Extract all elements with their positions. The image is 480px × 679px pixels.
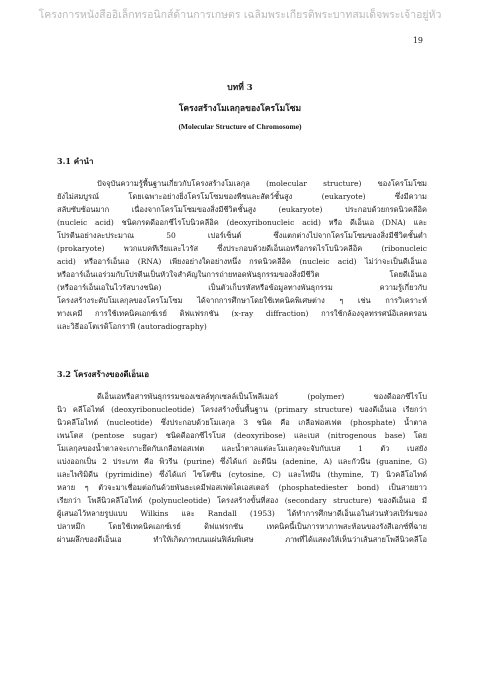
paragraph-line: โมเลกุลของน้ำตาลจะเกาะยึดกับเกลือฟอสเฟต และน้ำตาลแต่ละโมเลกุลจะจับกับเบส 1 ตัว เบสยัง [57,444,427,453]
paragraph-line: (nucleic acid) ชนิดกรดดีออกซีไรโบนิวคลีอิค (deoxyribonucleic acid) หรือ ดีเอ็นเอ (DNA) และ [57,218,427,227]
paragraph-line: นิว คลีโอไทด์ (deoxyribonucleotide) โครงสร้างขั้นพื้นฐาน (primary structure) ของดีเอ็นเอ เรียกว่า [57,405,427,414]
chapter-heading [0,80,480,131]
paragraph-line: (หรืออาร์เอ็นเอในไวรัสบางชนิด) เป็นตัวเก็บรหัสหรือข้อมูลทางพันธุกรรม ความรู้เกี่ยวกับ [57,283,427,292]
paragraph-line: เรียกว่า โพลีนิวคลีโอไทด์ (polynucleotide) โครงสร้างขั้นที่สอง (secondary structure) ของดีเอ็นเอ มี [57,496,427,505]
chapter-title: โครงสร้างโมเลกุลของโครโมโซม [178,104,302,114]
page-number: 19 [412,36,423,45]
paragraph-line: ปลาหมึก โดยใช้เทคนิคเอกซ์เรย์ ดิฟแฟรกชัน เทคนิคนี้เป็นการหาภาพสะท้อนของรังสีเอกซ์ที่ฉาย [57,522,427,531]
section-dna-structure [57,368,427,546]
chapter-subtitle: (Molecular Structure of Chromosome) [178,122,302,131]
paragraph-line: โปรตีนอย่างละประมาณ 50 เปอร์เซ็นต์ ซึ่งแตกต่างไปจากโครโมโซมของสิ่งมีชีวิตชั้นต่ำ [57,231,427,240]
paragraph-line: นิวคลีโอไทด์ (nucleotide) ซึ่งประกอบด้วยโมเลกุล 3 ชนิด คือ เกลือฟอสเฟต (phosphate) น้ำตาล [57,418,427,427]
section-introduction [57,155,427,333]
paragraph-line: และวิธีออโตเรดิโอกราฟี (autoradiography) [57,322,207,331]
paragraph-line: และไพริมิดีน (pyrimidine) ซึ่งได้แก่ ไซโตซีน (cytosine, C) และไทมีน (thymine, T) นิวคลีโอไทด์ [57,470,427,479]
paragraph-line: หรืออาร์เอ็นเอร่วมกับโปรตีนเป็นหัวใจสำคัญในการถ่ายทอดพันธุกรรมของสิ่งมีชีวิต โดยดีเอ็นเอ [57,270,427,279]
paragraph-line: ปัจจุบันความรู้พื้นฐานเกี่ยวกับโครงสร้างโมเลกุล (molecular structure) ของโครโมโซม [97,179,427,188]
paragraph-line: ทางเคมี การใช้เทคนิคเอกซ์เรย์ ดิฟแฟรกชัน (x-ray diffraction) การใช้กล้องจุลทรรศน์อิเลคตรอน [57,309,427,318]
paragraph-line: ผู้เสนอไว้หลายรูปแบบ Wilkins และ Randall (1953) ได้ทำการศึกษาดีเอ็นเอในส่วนหัวสเปิร์มของ [57,509,427,518]
paragraph-line: acid) หรืออาร์เอ็นเอ (RNA) เพียงอย่างใดอย่างหนึ่ง กรดนิวคลีอิค (nucleic acid) ไม่ว่าจะเป็นดีเอ็นเอ [57,257,427,266]
paragraph-line: สลับซับซ้อนมาก เนื่องจากโครโมโซมของสิ่งมีชีวิตชั้นสูง (eukaryote) ประกอบด้วยกรดนิวคลีอิค [57,205,427,214]
paragraph-line: ดีเอ็นเอหรือสารพันธุกรรมของเซลล์ทุกเซลล์เป็นโพลีเมอร์ (polymer) ของดีออกซีไรโบ [97,392,427,401]
paragraph-line: เพนโตส (pentose sugar) ชนิดดีออกซีไรโบส (deoxyribose) และเบส (nitrogenous base) โดย [57,431,427,440]
watermark-header: โครงการหนังสืออิเล็กทรอนิกส์ด้านการเกษตร เฉลิมพระเกียรติพระบาทสมเด็จพระเจ้าอยู่หัว [38,9,442,21]
paragraph-line: (prokaryote) พวกแบคทีเรียและไวรัส ซึ่งประกอบด้วยดีเอ็นเอหรือกรดไรโบนิวคลีอิค (ribonucleic [57,244,427,253]
section-heading: 3.1 คำนำ [57,156,94,166]
section-heading: 3.2 โครงสร้างของดีเอ็นเอ [57,369,150,379]
paragraph-line: ผ่านผลึกของดีเอ็นเอ ทำให้เกิดภาพบนแผ่นฟิล์มพิเศษ ภาพที่ได้แสดงให้เห็นว่าเส้นสายโพลีนิวคลีโอ [57,535,427,544]
paragraph-line: หลาย ๆ ตัวจะมาเชื่อมต่อกันด้วยพันธะเคมีฟอสเฟตไดเอสเตอร์ (phosphatediester bond) เป็นสายยาว [57,483,427,492]
paragraph-line: โครงสร้างระดับโมเลกุลของโครโมโซม ได้จากการศึกษาโดยใช้เทคนิคพิเศษต่าง ๆ เช่น การวิเคราะห์ [57,296,427,305]
paragraph-line: ยังไม่สมบูรณ์ โดยเฉพาะอย่างยิ่งโครโมโซมของพืชและสัตว์ชั้นสูง (eukaryote) ซึ่งมีความ [57,192,427,201]
chapter-number: บทที่ 3 [227,83,253,93]
paragraph-line: แบ่งออกเป็น 2 ประเภท คือ พิวรีน (purine) ซึ่งได้แก่ อะดีนีน (adenine, A) และกัวนีน (guanine, G) [57,457,427,466]
